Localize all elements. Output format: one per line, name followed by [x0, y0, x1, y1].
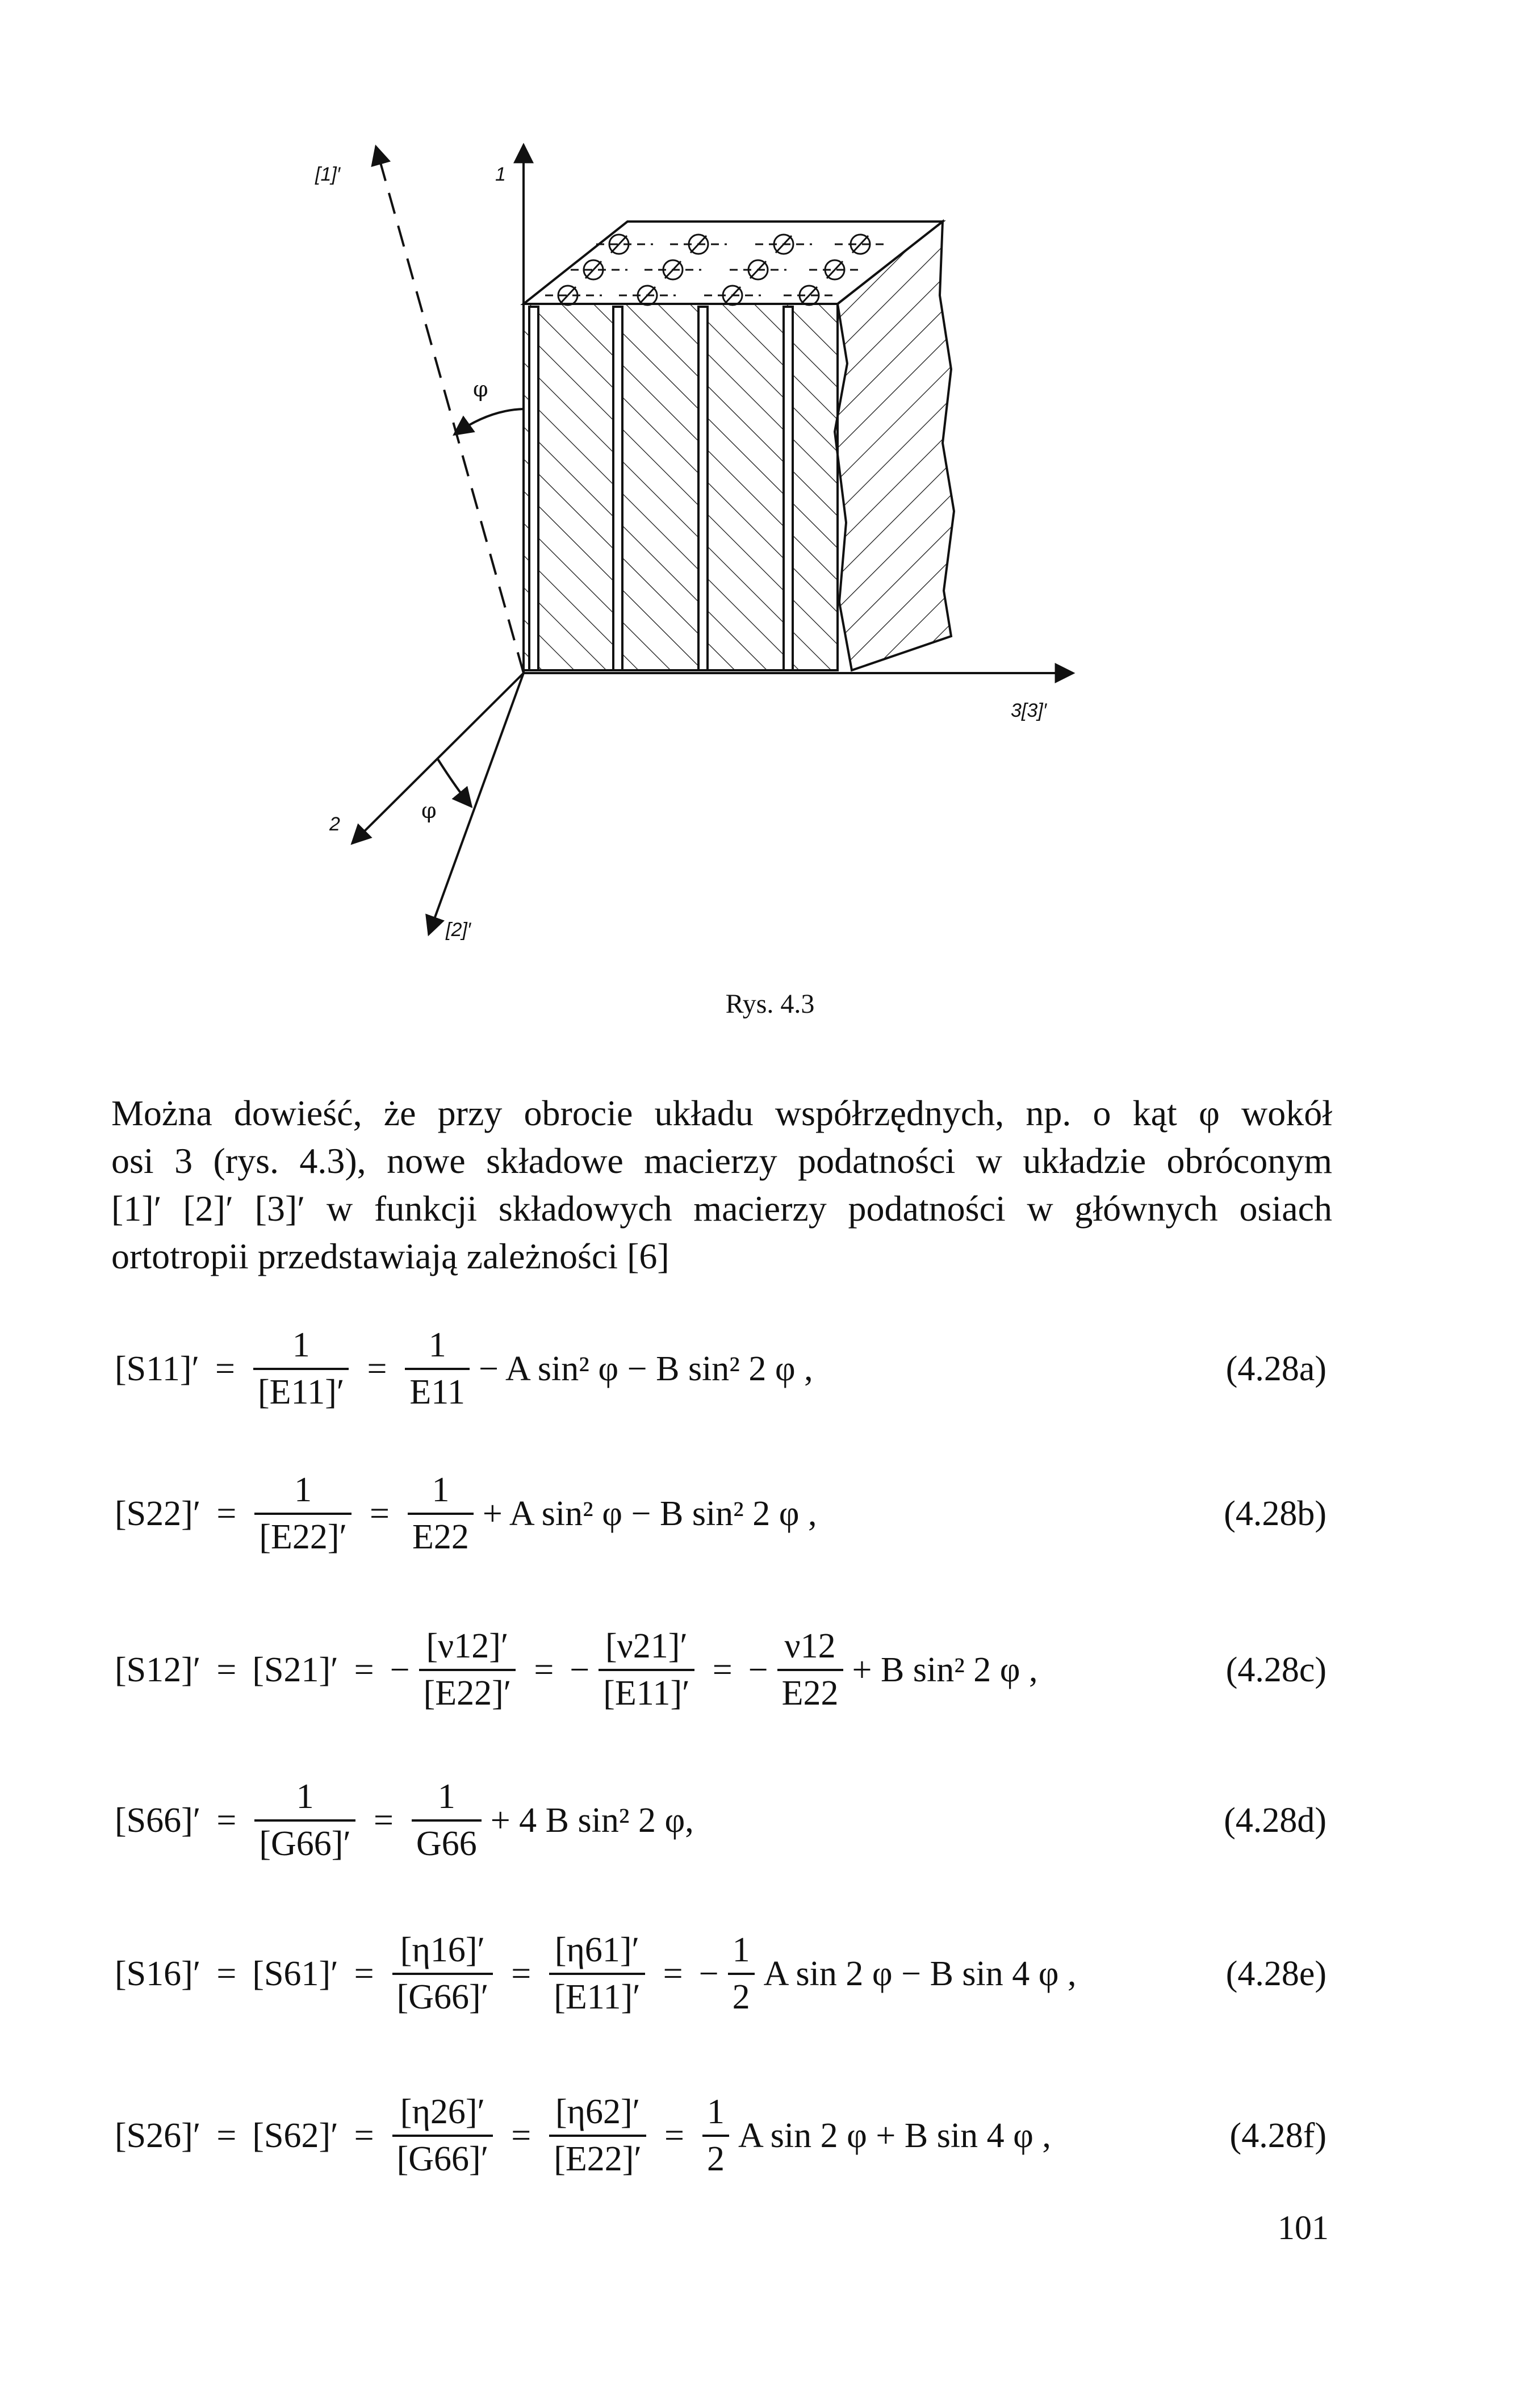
body-paragraph: [111, 1089, 1332, 1280]
label-phi-top: φ: [473, 377, 488, 402]
equation-4-28c: [111, 1602, 1326, 1738]
equation-number: (4.28e): [1225, 1955, 1326, 1993]
eq-lhs: [S26]′: [115, 2116, 201, 2155]
eq-lhs: [S16]′: [115, 1954, 201, 1993]
equation-4-28d: [111, 1752, 1326, 1889]
fraction: [254, 1777, 355, 1864]
eq-sign: =: [373, 1801, 394, 1840]
eq-tail: + A sin² φ − B sin² 2 φ ,: [482, 1494, 817, 1533]
fraction: [549, 2092, 646, 2179]
numerator: [ν12]′: [426, 1627, 509, 1665]
equation-expression: [111, 1906, 1080, 2042]
equation-4-28e: [111, 1906, 1326, 2042]
eq-minus: −: [748, 1650, 768, 1689]
numerator: 1: [294, 1471, 312, 1509]
fraction: [412, 1777, 482, 1864]
equation-number: (4.28a): [1225, 1350, 1326, 1388]
denominator: [E22]′: [254, 1513, 351, 1557]
equation-number: (4.28d): [1224, 1801, 1326, 1840]
equation-number: (4.28c): [1225, 1651, 1326, 1689]
paragraph-line: ortotropii przedstawiają zależności [6]: [111, 1236, 669, 1276]
eq-tail: + B sin² 2 φ ,: [852, 1650, 1038, 1689]
eq-lhs: [S22]′: [115, 1494, 201, 1533]
eq-lhs-alt: [S62]′: [252, 2116, 338, 2155]
label-axis-2: 2: [329, 813, 340, 835]
numerator: ν12: [784, 1627, 836, 1665]
eq-sign: =: [215, 1349, 236, 1388]
equation-expression: [111, 1602, 1041, 1738]
fraction: [253, 1325, 349, 1413]
numerator: 1: [706, 2093, 725, 2131]
eq-minus: −: [390, 1650, 410, 1689]
eq-lhs-alt: [S21]′: [252, 1650, 338, 1689]
figure-4-3: [0, 0, 1540, 988]
eq-tail: − A sin² φ − B sin² 2 φ ,: [479, 1349, 813, 1388]
eq-minus: −: [698, 1954, 719, 1993]
eq-sign: =: [370, 1494, 390, 1533]
equation-number: (4.28f): [1229, 2116, 1326, 2155]
denominator: E22: [777, 1669, 843, 1714]
denominator: 2: [728, 1973, 755, 2018]
equation-number: (4.28b): [1224, 1494, 1326, 1533]
eq-lhs: [S12]′: [115, 1650, 201, 1689]
fraction: [599, 1626, 694, 1714]
paragraph-line: Można dowieść, że przy obrocie układu współrzędnych, np. o kąt φ wokół: [111, 1093, 1332, 1133]
denominator: [G66]′: [254, 1819, 355, 1864]
numerator: [η26]′: [400, 2093, 486, 2131]
fraction: [408, 1470, 474, 1557]
eq-sign: =: [216, 1650, 237, 1689]
eq-sign: =: [511, 2116, 532, 2155]
eq-lhs-alt: [S61]′: [252, 1954, 338, 1993]
label-axis-rot-1: [1]′: [315, 164, 341, 185]
eq-sign: =: [354, 1954, 374, 1993]
denominator: [E22]′: [419, 1669, 516, 1714]
equation-4-28b: [111, 1446, 1326, 1582]
axis-rot-2: [429, 673, 524, 934]
numerator: 1: [732, 1931, 750, 1969]
denominator: [E11]′: [253, 1368, 349, 1413]
label-axis-3: 3[3]′: [1011, 700, 1047, 721]
denominator: G66: [412, 1819, 482, 1864]
label-phi-bottom: φ: [421, 798, 437, 823]
angle-arc-bottom: [437, 758, 471, 807]
equation-4-28a: [111, 1301, 1326, 1437]
eq-sign: =: [354, 1650, 374, 1689]
eq-tail: A sin 2 φ + B sin 4 φ ,: [738, 2116, 1051, 2155]
eq-minus: −: [570, 1650, 590, 1689]
numerator: 1: [437, 1777, 455, 1816]
eq-sign: =: [216, 2116, 237, 2155]
equation-expression: [111, 1752, 697, 1889]
eq-sign: =: [216, 1954, 237, 1993]
denominator: [G66]′: [392, 2135, 493, 2179]
denominator: [G66]′: [392, 1973, 493, 2018]
numerator: [ν21]′: [605, 1627, 688, 1665]
fraction: [405, 1325, 470, 1413]
eq-tail: A sin 2 φ − B sin 4 φ ,: [763, 1954, 1077, 1993]
numerator: 1: [296, 1777, 314, 1816]
paragraph-line: [1]′ [2]′ [3]′ w funkcji składowych macierzy podatności w głównych osiach: [111, 1188, 1332, 1229]
fraction: [702, 2092, 729, 2179]
eq-sign: =: [663, 1954, 683, 1993]
numerator: 1: [292, 1326, 310, 1364]
numerator: 1: [428, 1326, 446, 1364]
eq-sign: =: [511, 1954, 532, 1993]
denominator: [E11]′: [549, 1973, 645, 2018]
fraction: [777, 1626, 843, 1714]
fraction: [549, 1930, 645, 2018]
figure-caption: Rys. 4.3: [725, 989, 815, 1019]
label-axis-1: 1: [495, 164, 506, 185]
eq-tail: + 4 B sin² 2 φ,: [490, 1801, 694, 1840]
denominator: [E11]′: [599, 1669, 694, 1714]
equation-expression: [111, 2068, 1054, 2204]
denominator: [E22]′: [549, 2135, 646, 2179]
eq-lhs: [S66]′: [115, 1801, 201, 1840]
label-axis-rot-2: [2]′: [446, 919, 471, 941]
fraction: [728, 1930, 755, 2018]
eq-sign: =: [354, 2116, 374, 2155]
numerator: [η61]′: [554, 1931, 640, 1969]
fraction: [419, 1626, 516, 1714]
eq-sign: =: [216, 1801, 237, 1840]
denominator: E22: [408, 1513, 474, 1557]
eq-sign: =: [534, 1650, 554, 1689]
fraction: [392, 2092, 493, 2179]
eq-lhs: [S11]′: [115, 1349, 200, 1388]
equation-4-28f: [111, 2068, 1326, 2204]
denominator: 2: [702, 2135, 729, 2179]
denominator: E11: [405, 1368, 470, 1413]
eq-sign: =: [367, 1349, 387, 1388]
numerator: [η62]′: [555, 2093, 641, 2131]
fraction: [392, 1930, 493, 2018]
eq-sign: =: [712, 1650, 733, 1689]
fraction: [254, 1470, 351, 1557]
axis-rot-1: [376, 147, 524, 673]
angle-arc-top: [454, 409, 524, 435]
page-number: 101: [1278, 2209, 1329, 2246]
numerator: 1: [432, 1471, 450, 1509]
eq-sign: =: [664, 2116, 684, 2155]
paragraph-line: osi 3 (rys. 4.3), nowe składowe macierzy podatności w układzie obróconym: [111, 1141, 1332, 1181]
numerator: [η16]′: [400, 1931, 486, 1969]
equation-expression: [111, 1301, 817, 1437]
eq-sign: =: [216, 1494, 237, 1533]
equation-expression: [111, 1446, 821, 1582]
